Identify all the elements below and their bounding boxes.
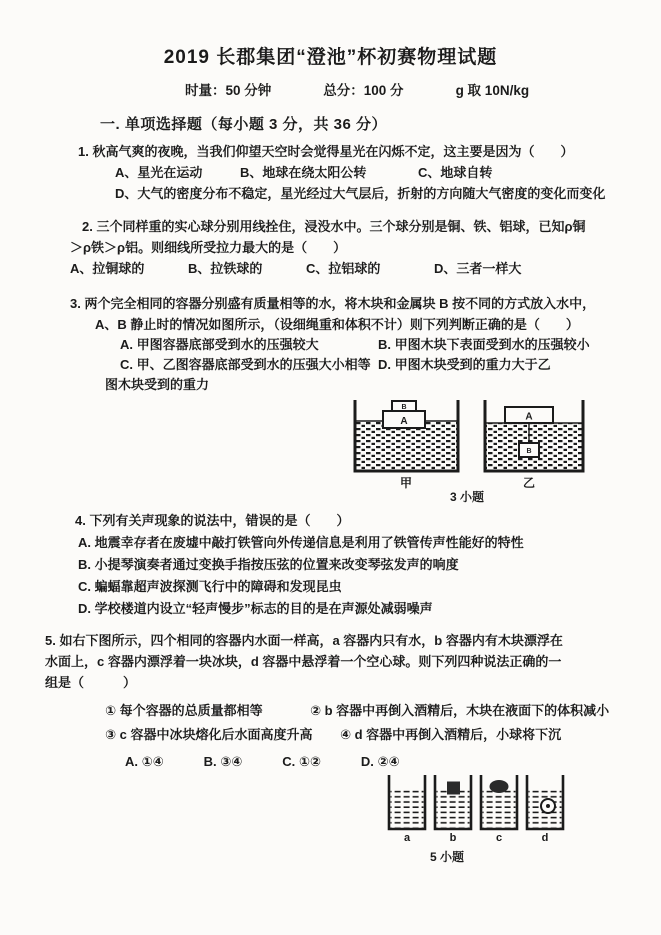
q3-option-d: D. 甲图木块受到的重力大于乙 [378,357,551,372]
exam-meta [185,79,661,99]
q5-figure-caption: 5 小题 [429,850,465,864]
q5-figure [385,773,570,870]
q4-stem: 4. 下列有关声现象的说法中，错误的是（ ） [75,513,350,528]
question-2 [70,216,661,279]
q3-options-row1 [120,335,661,355]
floating-wood-block [447,782,460,795]
q5-stem-line3: 组是（ ） [45,675,137,690]
q1-options-row [115,162,661,183]
tank-yi [485,400,583,490]
section-heading: 一. 单项选择题（每小题 3 分，共 36 分） [100,116,388,133]
tank-jia-label: 甲 [399,476,413,490]
q5-option-b: B. ③④ [203,754,243,769]
q3-option-d-cont: 图木块受到的重力 [105,377,210,392]
tank-b-label: b [449,832,457,844]
tank-a-label: a [403,832,411,844]
q1-option-c: C、地球自转 [418,165,493,180]
q3-stem-line2: A、B 静止时的情况如图所示，（设细绳重和体积不计）则下列判断正确的是（ ） [95,317,579,332]
hollow-ball-mark [546,804,550,808]
block-a-label: A [525,411,533,423]
q2-option-a: A、拉铜球的 [70,261,145,276]
tank-jia [355,400,458,490]
q5-statements-row2 [105,723,661,747]
question-5 [45,630,661,773]
q2-stem-line1: 2. 三个同样重的实心球分别用线拴住，浸没水中。三个球分别是铜、铁、铝球，已知ρ铜 [82,219,586,234]
q5-options-row [125,751,661,773]
q1-option-a: A、星光在运动 [115,165,203,180]
question-4 [75,510,661,620]
q5-statements [105,699,661,747]
meta-duration: 时量：50 分钟 [185,83,272,98]
q3-figure-caption: 3 小题 [449,490,485,503]
q2-option-c: C、拉铝球的 [306,261,381,276]
q2-option-d: D、三者一样大 [434,261,522,276]
q1-stem: 1. 秋高气爽的夜晚，当我们仰望天空时会觉得星光在闪烁不定，这主要是因为（ ） [78,144,574,159]
q5-option-d: D. ②④ [360,754,400,769]
floating-ice-lump [490,780,509,793]
q3-figure-svg [345,397,590,503]
q5-stem-line1: 5. 如右下图所示，四个相同的容器内水面一样高，a 容器内只有水，b 容器内有木块漂浮在 [45,633,563,648]
meta-total-score: 总分：100 分 [323,83,404,98]
q5-figure-svg [385,773,570,865]
q5-statement-4: ④ d 容器中再倒入酒精后，小球将下沉 [340,727,562,742]
tank-yi-label: 乙 [522,476,536,490]
q5-stem-line2: 水面上，c 容器内漂浮着一块冰块，d 容器中悬浮着一个空心球。则下列四种说法正确的一 [45,654,562,669]
tank-a [389,775,425,844]
q4-option-c: C. 蝙蝠靠超声波探测飞行中的障碍和发现昆虫 [78,579,342,594]
q3-figure [345,397,590,508]
tank-b [435,775,471,844]
q5-option-a: A. ①④ [125,754,164,769]
q1-option-b: B、地球在绕太阳公转 [240,165,367,180]
q2-option-b: B、拉铁球的 [188,261,263,276]
q3-option-c: C. 甲、乙图容器底部受到水的压强大小相等 [120,357,371,372]
block-b-label: B [526,448,532,455]
tank-d [527,775,563,844]
page-title: 2019 长郡集团“澄池”杯初赛物理试题 [163,47,498,68]
q5-statement-1: ① 每个容器的总质量都相等 [105,703,263,718]
q2-options-row [70,258,661,279]
meta-gravity-constant: g 取 10N/kg [455,83,530,98]
q5-statement-3: ③ c 容器中冰块熔化后水面高度升高 [105,727,313,742]
tank-c [481,775,517,844]
q3-options-row2 [120,355,661,375]
q2-stem-line2: ＞ρ铁＞ρ铝。则细线所受拉力最大的是（ ） [70,240,347,255]
q4-option-b: B. 小提琴演奏者通过变换手指按压弦的位置来改变琴弦发声的响度 [78,557,459,572]
q1-option-d: D、大气的密度分布不稳定，星光经过大气层后，折射的方向随大气密度的变化而变化 [115,186,606,201]
q3-stem-line1: 3. 两个完全相同的容器分别盛有质量相等的水，将木块和金属块 B 按不同的方式放入水中， [70,296,596,311]
q5-statements-row1 [105,699,661,723]
question-3 [70,293,661,395]
q4-option-a: A. 地震幸存者在废墟中敲打铁管向外传递信息是利用了铁管传声性能好的特性 [78,535,524,550]
q3-option-a: A. 甲图容器底部受到水的压强较大 [120,337,319,352]
q5-option-c: C. ①② [282,754,321,769]
q4-option-d: D. 学校楼道内设立“轻声慢步”标志的目的是在声源处减弱噪声 [78,601,433,616]
block-a-label: A [400,416,408,427]
q5-statement-2: ② b 容器中再倒入酒精后，木块在液面下的体积减小 [310,703,610,718]
tank-d-label: d [541,832,549,844]
question-1 [78,141,661,204]
block-b-label: B [401,404,407,411]
tank-c-label: c [495,832,503,844]
q3-option-b: B. 甲图木块下表面受到水的压强较小 [378,337,590,352]
